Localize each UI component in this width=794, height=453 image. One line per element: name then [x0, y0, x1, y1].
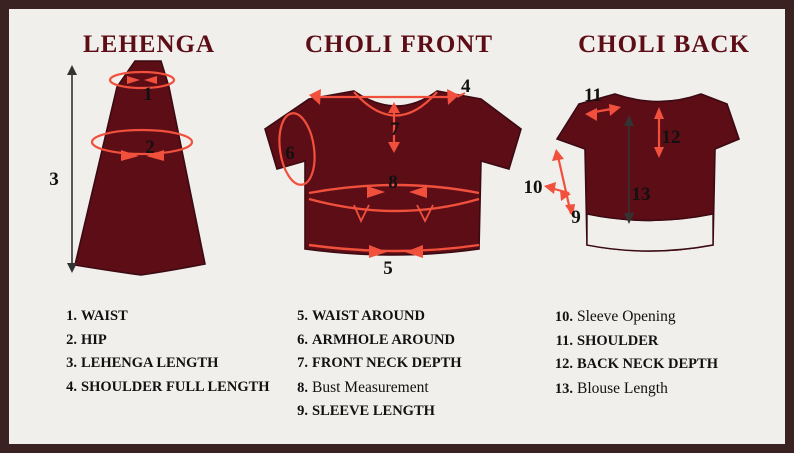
legend-item [292, 333, 462, 348]
marker-12: 12 [661, 127, 681, 148]
section-title-choli-front: CHOLI FRONT [304, 31, 494, 58]
marker-7: 7 [390, 119, 400, 140]
legend-label: SLEEVE LENGTH [312, 403, 435, 419]
legend-label: BACK NECK DEPTH [577, 356, 718, 372]
legend-label: WAIST [81, 308, 128, 324]
choli-back-illustration [524, 85, 740, 251]
legend-number: 12. [554, 356, 573, 372]
length-arrow-top [67, 65, 77, 75]
legend-label: ARMHOLE AROUND [312, 331, 455, 348]
legend-number: 6. [297, 331, 308, 348]
marker-2: 2 [145, 137, 155, 158]
section-title-choli-back: CHOLI BACK [578, 31, 750, 58]
marker-6: 6 [285, 143, 295, 164]
legend-item [61, 356, 270, 371]
marker-10: 10 [523, 177, 543, 198]
marker-8: 8 [388, 172, 398, 193]
legend-label: SHOULDER FULL LENGTH [81, 378, 270, 395]
legend-item [61, 333, 270, 348]
legend-item [549, 381, 718, 397]
sleeve-length-arrow-top [552, 149, 564, 161]
legend-label: WAIST AROUND [312, 308, 425, 324]
legend-column-choli-back [549, 309, 718, 405]
marker-1: 1 [143, 84, 153, 105]
sleeve-opening-arrow-left [544, 182, 556, 194]
legend-number: 11. [555, 332, 573, 349]
marker-4: 4 [461, 76, 471, 97]
legend-number: 13. [554, 380, 573, 397]
legend-item [549, 357, 718, 372]
legend-item [549, 334, 718, 349]
choli-front-illustration [265, 76, 521, 279]
lehenga-shape [75, 61, 205, 275]
marker-11: 11 [584, 85, 602, 106]
legend-column-lehenga [61, 309, 270, 403]
legend-number: 1. [66, 308, 77, 324]
legend-label: FRONT NECK DEPTH [312, 355, 462, 371]
marker-3: 3 [49, 169, 59, 190]
legend-label: LEHENGA LENGTH [81, 355, 219, 371]
legend-item [292, 380, 462, 396]
section-title-lehenga: LEHENGA [82, 31, 216, 58]
legend-item [549, 309, 718, 325]
legend-number: 3. [66, 355, 77, 371]
legend-item [292, 356, 462, 371]
legend-label: Blouse Length [577, 379, 668, 397]
legend-number: 9. [297, 403, 308, 419]
legend-number: 4. [66, 378, 77, 395]
marker-9: 9 [571, 207, 581, 228]
legend-number: 10. [554, 309, 573, 325]
legend-number: 8. [297, 379, 308, 396]
legend-number: 5. [297, 308, 308, 324]
legend-item [292, 404, 462, 419]
diagram-canvas [9, 9, 785, 444]
legend-label: Sleeve Opening [577, 308, 676, 325]
marker-5: 5 [383, 258, 393, 279]
legend-item [61, 309, 270, 324]
legend-label: Bust Measurement [312, 378, 429, 396]
legend-label: HIP [81, 331, 107, 348]
legend-number: 7. [297, 355, 308, 371]
legend-item [292, 309, 462, 324]
legend-item [61, 380, 270, 395]
lehenga-illustration [49, 61, 205, 275]
legend-label: SHOULDER [577, 332, 659, 349]
legend-column-choli-front [292, 309, 462, 428]
marker-13: 13 [631, 184, 651, 205]
length-arrow-bottom [67, 263, 77, 273]
legend-number: 2. [66, 331, 77, 348]
